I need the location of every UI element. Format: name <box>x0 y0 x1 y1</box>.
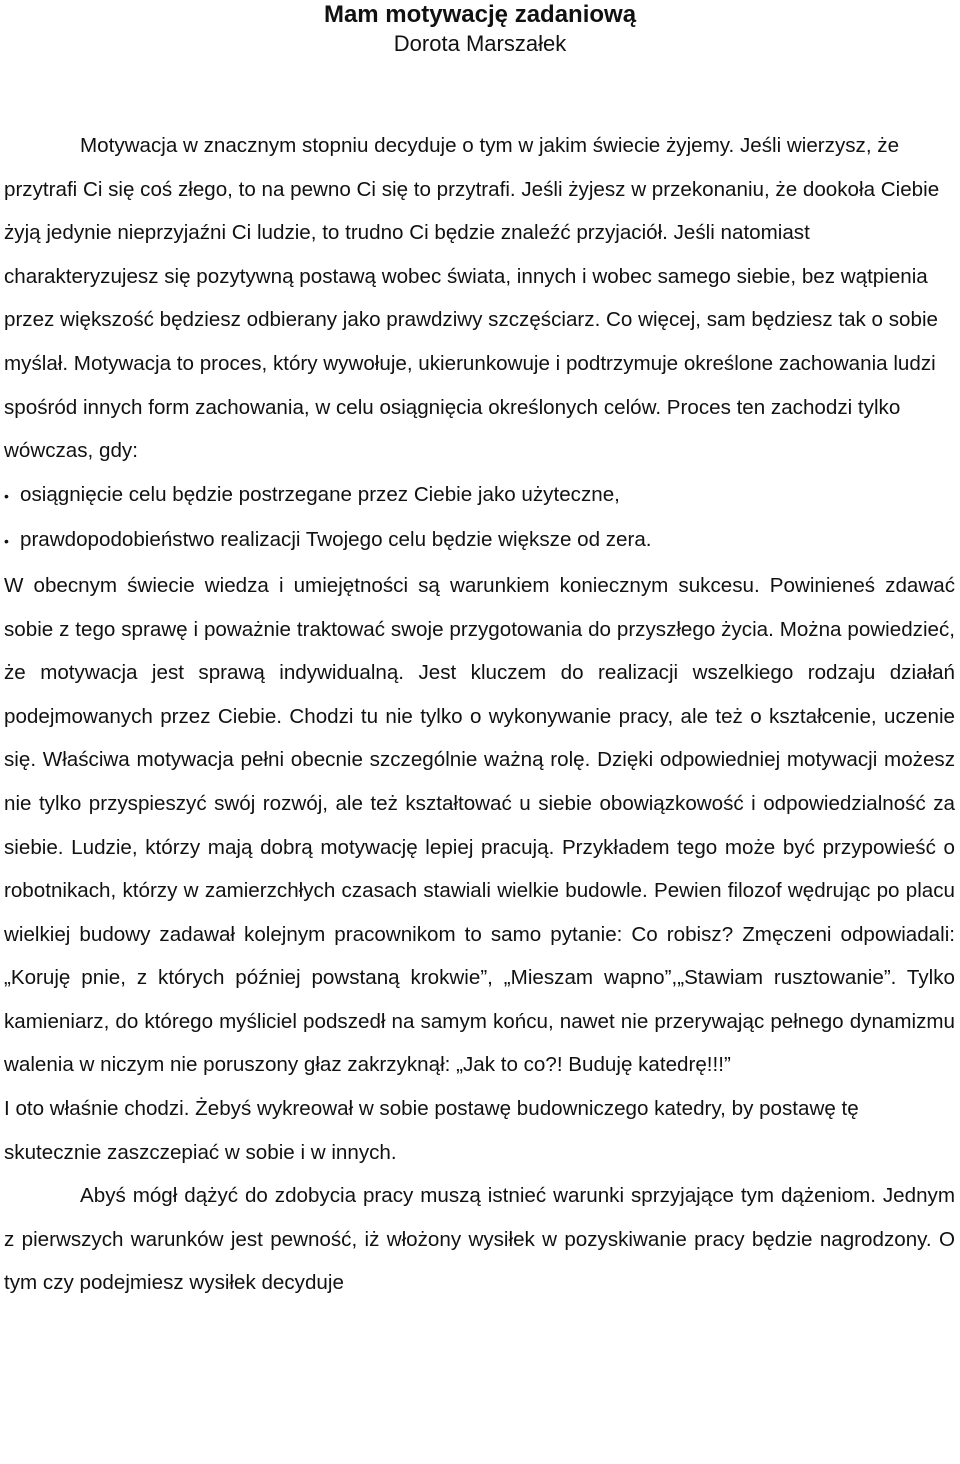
bullet-dot-icon: • <box>4 487 9 504</box>
bullet-text: osiągnięcie celu będzie postrzegane przez Ciebie jako użyteczne, <box>20 482 620 506</box>
document-author: Dorota Marszałek <box>393 31 567 56</box>
document-title: Mam motywację zadaniową <box>323 1 637 28</box>
paragraph-conditions: Abyś mógł dążyć do zdobycia pracy muszą istnieć warunki sprzyjające tym dążeniom. Jednym z pierwszych warunków jest pewność, iż włożony wysiłek w pozyskiwanie pracy będzie nagrodzony. O tym czy podejmiesz wysiłek decyduje <box>4 1184 955 1295</box>
bullet-item <box>4 518 955 564</box>
bullet-item <box>4 473 955 519</box>
paragraph-intro: Motywacja w znacznym stopniu decyduje o tym w jakim świecie żyjemy. Jeśli wierzysz, że przytrafi Ci się coś złego, to na pewno Ci się to przytrafi. Jeśli żyjesz w przekonaniu, że dookoła Ciebie żyją jedynie nieprzyjaźni Ci ludzie, to trudno Ci będzie znaleźć przyjaciół. Jeśli natomiast charakteryzujesz się pozytywną postawą wobec świata, innych i wobec samego siebie, bez wątpienia przez większość będziesz odbierany jako prawdziwy szczęściarz. Co więcej, sam będziesz tak o sobie myślał. Motywacja to proces, który wywołuje, ukierunkowuje i podtrzymuje określone zachowania ludzi spośród innych form zachowania, w celu osiągnięcia określonych celów. Proces ten zachodzi tylko wówczas, gdy: <box>4 134 940 463</box>
bullet-dot-icon: • <box>4 533 9 550</box>
paragraph-knowledge: W obecnym świecie wiedza i umiejętności są warunkiem koniecznym sukcesu. Powinieneś zdawać sobie z tego sprawę i poważnie traktować swoje przygotowania do przyszłego życia. Można powiedzieć, że motywacja jest sprawą indywidualną. Jest kluczem do realizacji wszelkiego rodzaju działań podejmowanych przez Ciebie. Chodzi tu nie tylko o wykonywanie pracy, ale też o kształcenie, uczenie się. Właściwa motywacja pełni obecnie szczególnie ważną rolę. Dzięki odpowiedniej motywacji możesz nie tylko przyspieszyć swój rozwój, ale też kształtować u siebie obowiązkowość i odpowiedzialność za siebie. Ludzie, którzy mają dobrą motywację lepiej pracują. Przykładem tego może być przypowieść o robotnikach, którzy w zamierzchłych czasach stawiali wielkie budowle. Pewien filozof wędrując po placu wielkiej budowy zadawał kolejnym pracownikom to samo pytanie: Co robisz? Zmęczeni odpowiadali: „Koruję pnie, z których później powstaną krokwie”, „Mieszam wapno”,„Stawiam rusztowanie”. Tylko kamieniarz, do którego myśliciel podszedł na samym końcu, nawet nie przerywając pełnego dynamizmu walenia w niczym nie poruszony głaz zakrzyknął: „Jak to co?! Buduję katedrę!!!” <box>4 573 955 1077</box>
bullet-text: prawdopodobieństwo realizacji Twojego celu będzie większe od zera. <box>20 528 652 552</box>
paragraph-conclusion: I oto właśnie chodzi. Żebyś wykreował w sobie postawę budowniczego katedry, by postawę tę skutecznie zaszczepiać w sobie i w innych. <box>4 1097 859 1164</box>
document-body <box>4 124 955 1305</box>
